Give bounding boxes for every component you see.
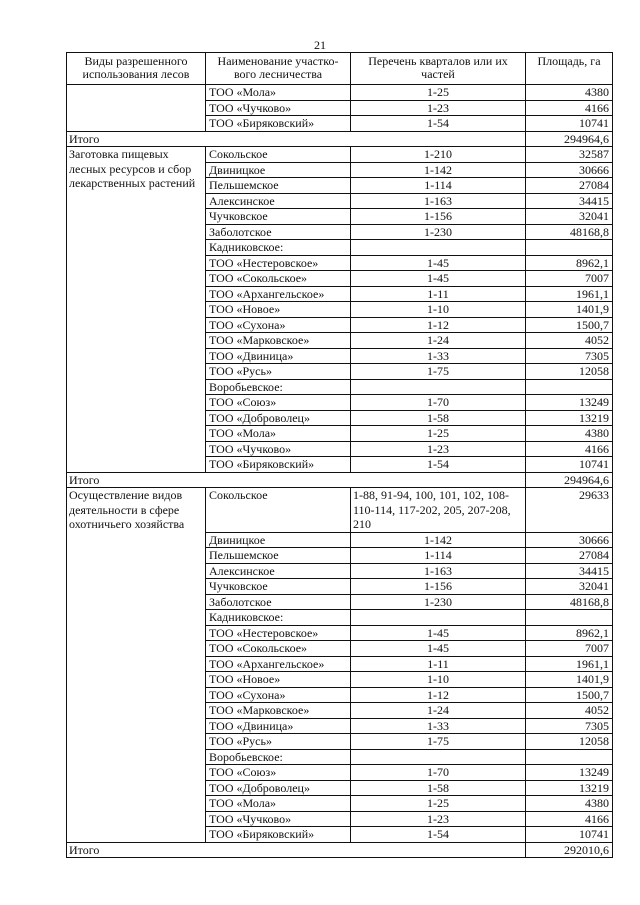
area-cell: 13249 xyxy=(526,765,613,781)
area-cell: 4166 xyxy=(526,441,613,457)
forestry-name: ТОО «Сокольское» xyxy=(206,641,351,657)
total-label: Итого xyxy=(67,131,526,147)
forestry-name: ТОО «Новое» xyxy=(206,672,351,688)
header-kind: Виды разрешенного использования лесов xyxy=(67,53,206,85)
area-cell: 7007 xyxy=(526,271,613,287)
area-cell: 30666 xyxy=(526,162,613,178)
forestry-name: ТОО «Чучково» xyxy=(206,441,351,457)
quarters-cell: 1-45 xyxy=(351,255,526,271)
area-cell: 7007 xyxy=(526,641,613,657)
quarters-cell: 1-10 xyxy=(351,302,526,318)
area-cell: 27084 xyxy=(526,178,613,194)
forestry-name: ТОО «Чучково» xyxy=(206,811,351,827)
forestry-name: Воробьевское: xyxy=(206,749,351,765)
forestry-name: Кадниковское: xyxy=(206,240,351,256)
forestry-name: Двиницкое xyxy=(206,532,351,548)
forestry-name: ТОО «Нестеровское» xyxy=(206,625,351,641)
forestry-name: Чучковское xyxy=(206,209,351,225)
area-cell xyxy=(526,610,613,626)
quarters-cell: 1-230 xyxy=(351,594,526,610)
forestry-name: Заболотское xyxy=(206,594,351,610)
forestry-name: ТОО «Марковское» xyxy=(206,703,351,719)
total-label: Итого xyxy=(67,472,526,488)
forestry-name: ТОО «Сухона» xyxy=(206,687,351,703)
forestry-name: ТОО «Нестеровское» xyxy=(206,255,351,271)
table-row xyxy=(67,85,613,101)
area-cell: 4052 xyxy=(526,703,613,719)
quarters-cell: 1-75 xyxy=(351,734,526,750)
page-number: 21 xyxy=(314,38,326,52)
table-header-row xyxy=(67,53,613,85)
quarters-cell: 1-23 xyxy=(351,441,526,457)
forestry-name: ТОО «Союз» xyxy=(206,395,351,411)
header-area: Площадь, га xyxy=(526,53,613,85)
forestry-name: Заболотское xyxy=(206,224,351,240)
forestry-name: ТОО «Доброволец» xyxy=(206,410,351,426)
total-area: 292010,6 xyxy=(526,842,613,858)
area-cell: 4166 xyxy=(526,100,613,116)
forestry-name: ТОО «Сокольское» xyxy=(206,271,351,287)
forestry-name: Двиницкое xyxy=(206,162,351,178)
forestry-name: ТОО «Биряковский» xyxy=(206,827,351,843)
quarters-cell: 1-114 xyxy=(351,178,526,194)
forestry-name: ТОО «Двиница» xyxy=(206,348,351,364)
area-cell: 7305 xyxy=(526,348,613,364)
area-cell xyxy=(526,749,613,765)
forestry-name: ТОО «Двиница» xyxy=(206,718,351,734)
quarters-cell: 1-23 xyxy=(351,100,526,116)
forestry-name: Алексинское xyxy=(206,193,351,209)
total-row xyxy=(67,472,613,488)
quarters-cell: 1-54 xyxy=(351,116,526,132)
area-cell: 32041 xyxy=(526,579,613,595)
quarters-cell: 1-142 xyxy=(351,532,526,548)
quarters-cell: 1-75 xyxy=(351,364,526,380)
quarters-cell xyxy=(351,379,526,395)
quarters-cell: 1-12 xyxy=(351,317,526,333)
quarters-cell: 1-33 xyxy=(351,718,526,734)
area-cell: 27084 xyxy=(526,548,613,564)
table-row xyxy=(67,147,613,163)
area-cell: 1961,1 xyxy=(526,656,613,672)
area-cell: 32041 xyxy=(526,209,613,225)
quarters-cell: 1-54 xyxy=(351,827,526,843)
quarters-cell: 1-54 xyxy=(351,457,526,473)
forestry-name: ТОО «Мола» xyxy=(206,85,351,101)
table-row xyxy=(67,488,613,533)
forestry-name: ТОО «Биряковский» xyxy=(206,457,351,473)
area-cell: 48168,8 xyxy=(526,224,613,240)
area-cell xyxy=(526,240,613,256)
quarters-cell xyxy=(351,749,526,765)
area-cell: 30666 xyxy=(526,532,613,548)
quarters-cell: 1-11 xyxy=(351,656,526,672)
forestry-name: Пельшемское xyxy=(206,178,351,194)
forestry-name: ТОО «Русь» xyxy=(206,734,351,750)
forestry-name: ТОО «Архангельское» xyxy=(206,286,351,302)
forestry-name: Чучковское xyxy=(206,579,351,595)
quarters-cell: 1-58 xyxy=(351,410,526,426)
quarters-cell: 1-163 xyxy=(351,563,526,579)
quarters-cell: 1-12 xyxy=(351,687,526,703)
area-cell: 1500,7 xyxy=(526,687,613,703)
forestry-name: ТОО «Биряковский» xyxy=(206,116,351,132)
quarters-cell: 1-142 xyxy=(351,162,526,178)
forestry-name: Кадниковское: xyxy=(206,610,351,626)
area-cell: 4380 xyxy=(526,85,613,101)
area-cell: 8962,1 xyxy=(526,255,613,271)
quarters-cell: 1-23 xyxy=(351,811,526,827)
quarters-cell: 1-230 xyxy=(351,224,526,240)
forestry-name: ТОО «Русь» xyxy=(206,364,351,380)
header-quarters: Перечень кварталов или их частей xyxy=(351,53,526,85)
quarters-cell: 1-210 xyxy=(351,147,526,163)
area-cell: 12058 xyxy=(526,734,613,750)
quarters-cell: 1-33 xyxy=(351,348,526,364)
total-area: 294964,6 xyxy=(526,131,613,147)
area-cell xyxy=(526,379,613,395)
area-cell: 1401,9 xyxy=(526,302,613,318)
quarters-cell: 1-10 xyxy=(351,672,526,688)
quarters-cell: 1-70 xyxy=(351,395,526,411)
forestry-name: ТОО «Союз» xyxy=(206,765,351,781)
use-kind-cell: Заготовка пищевых лесных ресурсов и сбор лекарственных растений xyxy=(67,147,206,473)
area-cell: 1401,9 xyxy=(526,672,613,688)
quarters-cell: 1-11 xyxy=(351,286,526,302)
forestry-name: Сокольское xyxy=(206,488,351,533)
quarters-cell xyxy=(351,610,526,626)
quarters-cell: 1-58 xyxy=(351,780,526,796)
forestry-name: Сокольское xyxy=(206,147,351,163)
use-kind-cell: Осуществление видов деятельности в сфере охотничьего хозяйства xyxy=(67,488,206,843)
forestry-name: ТОО «Мола» xyxy=(206,796,351,812)
header-forestry: Наименование участко-вого лесничества xyxy=(206,53,351,85)
area-cell: 12058 xyxy=(526,364,613,380)
area-cell: 4166 xyxy=(526,811,613,827)
forestry-name: Воробьевское: xyxy=(206,379,351,395)
total-row xyxy=(67,131,613,147)
table-body xyxy=(67,85,613,858)
quarters-cell: 1-156 xyxy=(351,579,526,595)
quarters-cell: 1-45 xyxy=(351,625,526,641)
area-cell: 34415 xyxy=(526,193,613,209)
area-cell: 4052 xyxy=(526,333,613,349)
area-cell: 10741 xyxy=(526,116,613,132)
forestry-name: ТОО «Мола» xyxy=(206,426,351,442)
total-label: Итого xyxy=(67,842,526,858)
area-cell: 1961,1 xyxy=(526,286,613,302)
area-cell: 7305 xyxy=(526,718,613,734)
quarters-cell: 1-114 xyxy=(351,548,526,564)
area-cell: 1500,7 xyxy=(526,317,613,333)
quarters-cell: 1-24 xyxy=(351,333,526,349)
quarters-cell: 1-24 xyxy=(351,703,526,719)
forestry-name: ТОО «Сухона» xyxy=(206,317,351,333)
forestry-name: ТОО «Марковское» xyxy=(206,333,351,349)
area-cell: 13219 xyxy=(526,410,613,426)
forestry-name: Пельшемское xyxy=(206,548,351,564)
forestry-name: ТОО «Доброволец» xyxy=(206,780,351,796)
forestry-name: ТОО «Новое» xyxy=(206,302,351,318)
total-area: 294964,6 xyxy=(526,472,613,488)
total-row xyxy=(67,842,613,858)
area-cell: 4380 xyxy=(526,796,613,812)
quarters-cell: 1-163 xyxy=(351,193,526,209)
area-cell: 29633 xyxy=(526,488,613,533)
area-cell: 10741 xyxy=(526,827,613,843)
quarters-cell: 1-156 xyxy=(351,209,526,225)
forest-use-table xyxy=(66,52,613,858)
area-cell: 10741 xyxy=(526,457,613,473)
quarters-cell: 1-88, 91-94, 100, 101, 102, 108-110-114, 117-202, 205, 207-208, 210 xyxy=(351,488,526,533)
area-cell: 32587 xyxy=(526,147,613,163)
quarters-cell: 1-45 xyxy=(351,271,526,287)
forestry-name: Алексинское xyxy=(206,563,351,579)
forestry-name: ТОО «Архангельское» xyxy=(206,656,351,672)
quarters-cell: 1-25 xyxy=(351,426,526,442)
forestry-name: ТОО «Чучково» xyxy=(206,100,351,116)
area-cell: 13249 xyxy=(526,395,613,411)
quarters-cell: 1-25 xyxy=(351,85,526,101)
area-cell: 8962,1 xyxy=(526,625,613,641)
quarters-cell: 1-70 xyxy=(351,765,526,781)
area-cell: 34415 xyxy=(526,563,613,579)
area-cell: 13219 xyxy=(526,780,613,796)
quarters-cell xyxy=(351,240,526,256)
use-kind-cell xyxy=(67,85,206,132)
quarters-cell: 1-25 xyxy=(351,796,526,812)
area-cell: 48168,8 xyxy=(526,594,613,610)
area-cell: 4380 xyxy=(526,426,613,442)
quarters-cell: 1-45 xyxy=(351,641,526,657)
